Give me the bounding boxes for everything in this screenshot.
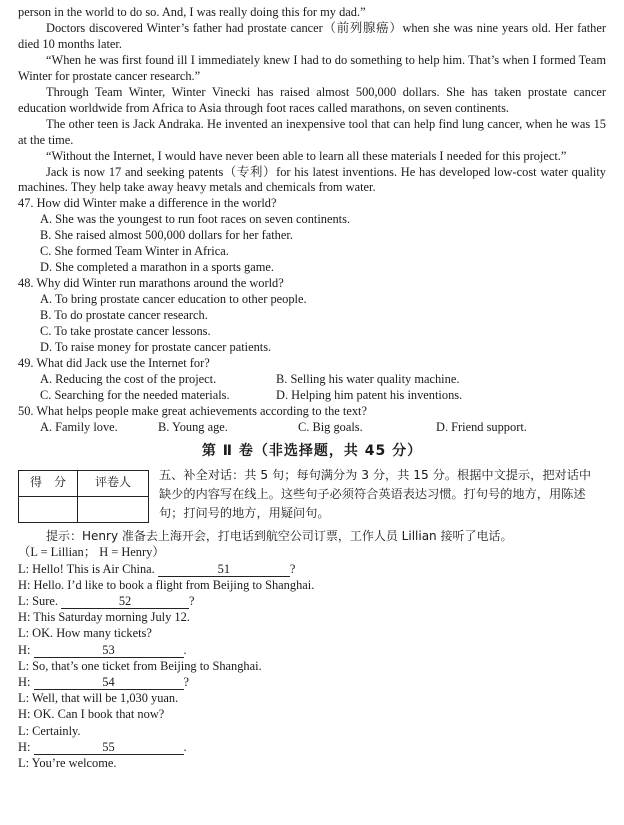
answer-blank[interactable]: 54 <box>34 676 184 690</box>
option-c[interactable]: C. Big goals. <box>298 419 363 434</box>
option-a[interactable]: A. She was the youngest to run foot races on seven continents. <box>40 212 351 227</box>
dialogue-line: L: So, that’s one ticket from Beijing to Shanghai. <box>18 658 262 673</box>
passage-paragraph: “When he was first found ill I immediately knew I had to do something to help him. That’s when I formed Team Winter for prostate cancer research.” <box>18 52 606 83</box>
passage-paragraph: Jack is now 17 and seeking patents（专利）for his latest inventions. He has developed low-cost water quality machines. They help take away heavy metals and chemicals from water. <box>18 164 606 195</box>
task-instruction: 五、补全对话：共 5 句；每句满分为 3 分，共 15 分。根据中文提示，把对话中缺少的内容写在线上。这些句子必须符合英语表达习惯。打句号的地方，用陈述句；打问号的地方，用疑问句。 <box>159 467 592 520</box>
answer-blank[interactable]: 55 <box>34 741 184 755</box>
speaker: L <box>18 626 26 641</box>
speaker: L <box>18 691 26 706</box>
task-hint: 提示：Henry 准备去上海开会，打电话到航空公司订票，工作人员 Lillian 接听了电话。 <box>46 528 513 543</box>
line-text: Sure. <box>32 594 62 608</box>
passage-paragraph: “Without the Internet, I would have never been able to learn all these materials I needed for this project.” <box>46 148 567 163</box>
grader-cell[interactable] <box>78 496 149 522</box>
dialogue-line: L: Sure. 52 ? <box>18 594 195 608</box>
line-text: Well, that will be 1,030 yuan. <box>31 691 179 706</box>
speaker: H <box>18 675 27 690</box>
options-row <box>18 420 606 436</box>
score-cell[interactable] <box>19 496 78 522</box>
dialogue-line: L: OK. How many tickets? <box>18 626 152 641</box>
answer-blank[interactable]: 51 <box>158 563 290 577</box>
line-end: . <box>183 642 187 657</box>
line-text: You’re welcome. <box>31 756 117 771</box>
dialogue-line: H: 54 ? <box>18 675 189 690</box>
option-d[interactable]: D. She completed a marathon in a sports game. <box>40 260 274 275</box>
reading-passage <box>18 5 606 196</box>
dialogue-line: L: You’re welcome. <box>18 756 117 771</box>
option-c[interactable]: C. To take prostate cancer lessons. <box>40 324 211 339</box>
answer-blank[interactable]: 53 <box>34 644 184 658</box>
line-text: Hello! This is Air China. <box>32 561 158 576</box>
line-text: OK. Can I book that now? <box>33 707 165 722</box>
speaker: H <box>18 642 27 657</box>
line-end: . <box>183 739 187 754</box>
dialogue-line: L: Well, that will be 1,030 yuan. <box>18 691 179 706</box>
dialogue-line: H: OK. Can I book that now? <box>18 707 165 722</box>
dialogue-line: H: This Saturday morning July 12. <box>18 610 190 625</box>
question-stem: 50. What helps people make great achievements according to the text? <box>18 403 367 418</box>
speaker: L <box>18 561 26 576</box>
option-b[interactable]: B. Young age. <box>158 419 228 434</box>
dialogue-line: H: 55 . <box>18 739 187 754</box>
option-c[interactable]: C. She formed Team Winter in Africa. <box>40 244 229 259</box>
dialogue-line: L: Hello! This is Air China. 51 ? <box>18 561 296 576</box>
line-text: OK. How many tickets? <box>32 626 152 641</box>
speaker: L <box>18 756 26 771</box>
question-48 <box>18 276 606 356</box>
option-d[interactable]: D. To raise money for prostate cancer patients. <box>40 340 272 355</box>
line-end: ? <box>183 675 189 690</box>
question-stem: 47. How did Winter make a difference in the world? <box>18 196 277 211</box>
passage-paragraph: person in the world to do so. And, I was really doing this for my dad.” <box>18 5 366 19</box>
speaker: H <box>18 577 27 592</box>
option-b[interactable]: B. She raised almost 500,000 dollars for her father. <box>40 228 293 243</box>
score-table <box>18 470 149 523</box>
options-row <box>18 372 606 388</box>
score-label: 得 分 <box>19 470 78 496</box>
speaker: L <box>18 594 26 608</box>
option-b[interactable]: B. Selling his water quality machine. <box>276 371 460 386</box>
option-c[interactable]: C. Searching for the needed materials. <box>40 387 230 402</box>
line-text: Certainly. <box>32 723 81 738</box>
dialogue-line: L: Certainly. <box>18 723 81 738</box>
dialogue-line: H: Hello. I’d like to book a flight from Beijing to Shanghai. <box>18 577 315 592</box>
line-end: ? <box>189 594 195 608</box>
speaker: L <box>18 723 26 738</box>
option-d[interactable]: D. Helping him patent his inventions. <box>276 387 463 402</box>
task-header <box>18 466 606 523</box>
passage-paragraph: The other teen is Jack Andraka. He invented an inexpensive tool that can help find lung cancer, when he was 15 at the time. <box>18 116 606 147</box>
question-stem: 48. Why did Winter run marathons around the world? <box>18 276 284 291</box>
question-47 <box>18 196 606 276</box>
speaker: H <box>18 610 27 625</box>
speaker: L <box>18 658 26 673</box>
passage-paragraph: Doctors discovered Winter’s father had prostate cancer（前列腺癌）when she was nine years old. Her father died 10 months later. <box>18 20 606 51</box>
line-text: Hello. I’d like to book a flight from Beijing to Shanghai. <box>33 577 315 592</box>
option-a[interactable]: A. Reducing the cost of the project. <box>40 371 217 386</box>
speaker: H <box>18 739 27 754</box>
section-title: 第 Ⅱ 卷（非选择题，共 45 分） <box>201 442 423 459</box>
question-stem: 49. What did Jack use the Internet for? <box>18 355 210 370</box>
question-50 <box>18 404 606 436</box>
answer-blank[interactable]: 52 <box>61 595 189 609</box>
speaker-legend: （L = Lillian； H = Henry） <box>18 544 165 559</box>
line-text: This Saturday morning July 12. <box>33 610 190 625</box>
line-end: ? <box>289 561 296 576</box>
passage-paragraph: Through Team Winter, Winter Vinecki has raised almost 500,000 dollars. She has taken prostate cancer education worldwide from Africa to Asia through foot races called marathons, on seven continents. <box>18 84 606 115</box>
line-text: So, that’s one ticket from Beijing to Shanghai. <box>32 658 262 673</box>
option-a[interactable]: A. To bring prostate cancer education to other people. <box>40 292 307 307</box>
grader-label: 评卷人 <box>78 470 149 496</box>
question-49 <box>18 356 606 404</box>
exam-page <box>18 5 606 771</box>
option-d[interactable]: D. Friend support. <box>436 419 527 434</box>
option-b[interactable]: B. To do prostate cancer research. <box>40 308 208 323</box>
speaker: H <box>18 707 27 722</box>
options-row <box>18 388 606 404</box>
option-a[interactable]: A. Family love. <box>40 419 118 434</box>
dialogue <box>18 561 606 772</box>
dialogue-line: H: 53 . <box>18 642 187 657</box>
